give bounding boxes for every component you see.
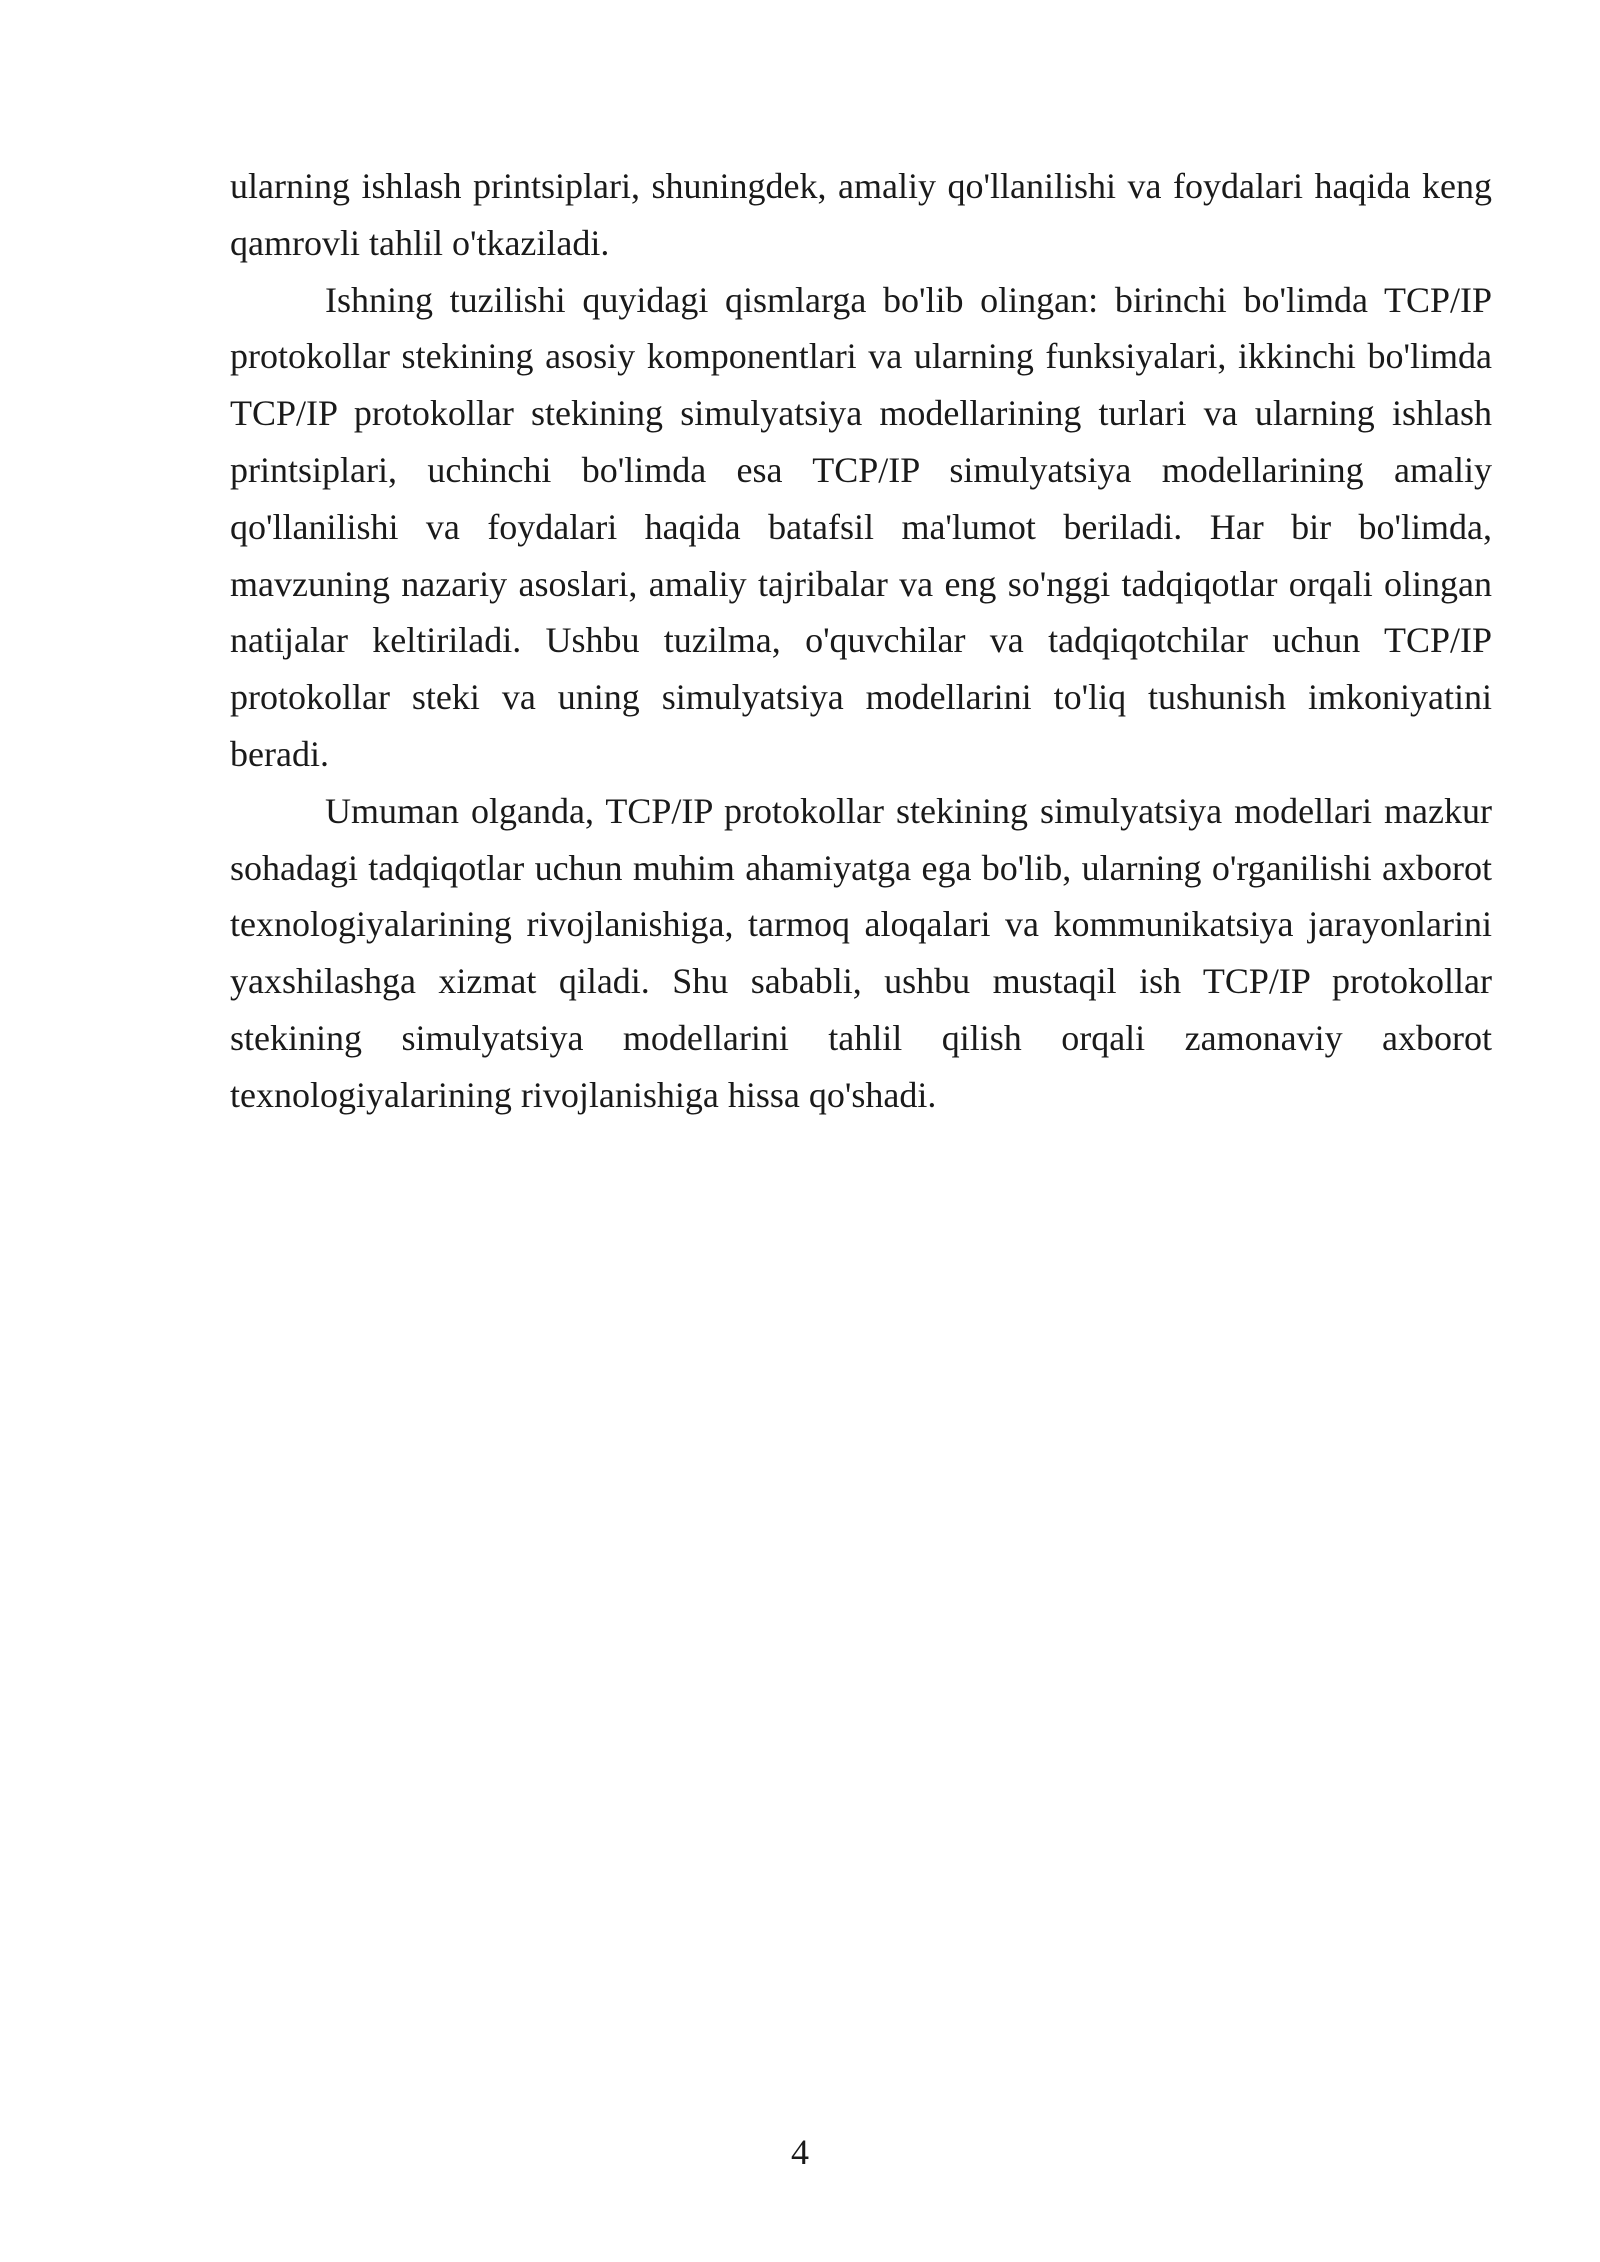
body-text: [230, 158, 1492, 1124]
paragraph-conclusion: Umuman olganda, TCP/IP protokollar stekining simulyatsiya modellari mazkur sohadagi tadqiqotlar uchun muhim ahamiyatga ega bo'lib, ularning o'rganilishi axborot texnologiyalarining rivojlanishiga, tarmoq aloqalari va kommunikatsiya jarayonlarini yaxshilashga xizmat qiladi. Shu sababli, ushbu mustaqil ish TCP/IP protokollar stekining simulyatsiya modellarini tahlil qilish orqali zamonaviy axborot texnologiyalarining rivojlanishiga hissa qo'shadi.: [230, 790, 1492, 1115]
page-number: 4: [791, 2132, 809, 2172]
paragraph-continuation: ularning ishlash printsiplari, shuningdek, amaliy qo'llanilishi va foydalari haqida keng qamrovli tahlil o'tkaziladi.: [230, 166, 1492, 263]
paragraph-structure: Ishning tuzilishi quyidagi qismlarga bo'lib olingan: birinchi bo'limda TCP/IP protokollar stekining asosiy komponentlari va ularning funksiyalari, ikkinchi bo'limda TCP/IP protokollar stekining simulyatsiya modellarining turlari va ularning ishlash printsiplari, uchinchi bo'limda esa TCP/IP simulyatsiya modellarining amaliy qo'llanilishi va foydalari haqida batafsil ma'lumot beriladi. Har bir bo'limda, mavzuning nazariy asoslari, amaliy tajribalar va eng so'nggi tadqiqotlar orqali olingan natijalar keltiriladi. Ushbu tuzilma, o'quvchilar va tadqiqotchilar uchun TCP/IP protokollar steki va uning simulyatsiya modellarini to'liq tushunish imkoniyatini beradi.: [230, 279, 1492, 774]
